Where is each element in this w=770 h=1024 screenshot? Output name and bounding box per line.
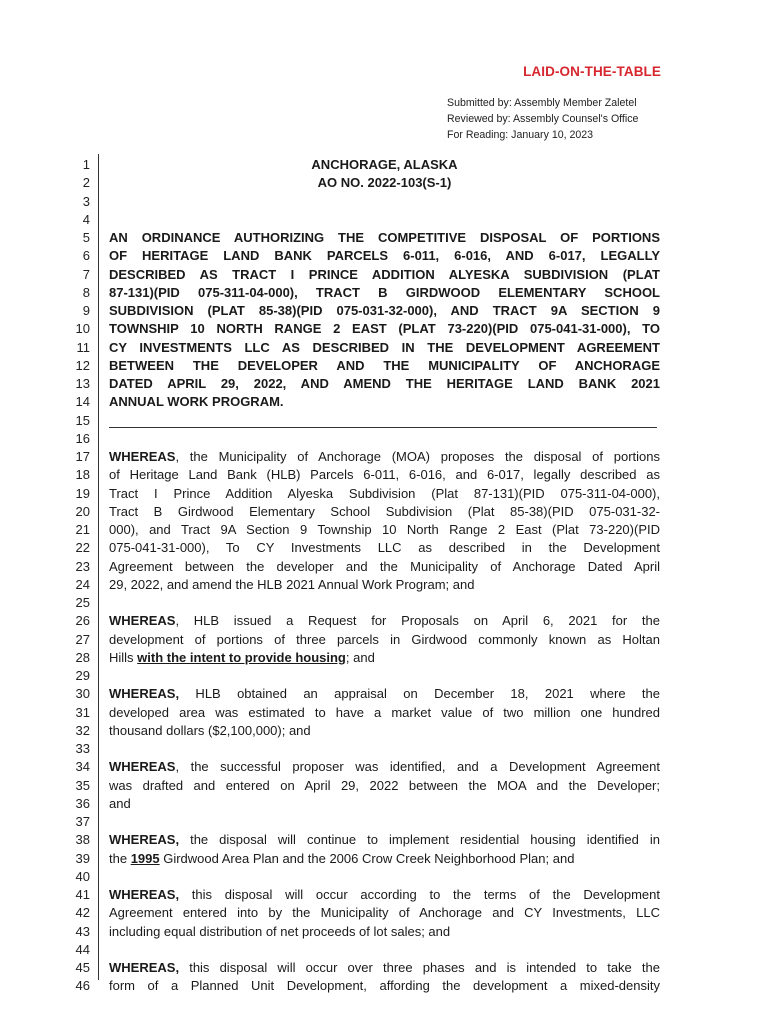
ordinance-title-line: AN ORDINANCE AUTHORIZING THE COMPETITIVE DISPOSAL OF PORTIONS	[109, 230, 660, 245]
line-number: 37	[75, 814, 90, 829]
line-number: 38	[75, 832, 90, 848]
document-title-city: ANCHORAGE, ALASKA	[311, 157, 458, 172]
line-number: 19	[75, 485, 90, 501]
line-number: 24	[75, 576, 90, 592]
ordinance-title-line: 87-131)(PID 075-311-04-000), TRACT B GIRDWOOD ELEMENTARY SCHOOL	[109, 284, 660, 300]
whereas-label: WHEREAS,	[109, 686, 180, 702]
line-number: 27	[75, 631, 90, 647]
for-reading: For Reading: January 10, 2023	[447, 129, 594, 142]
whereas-label: WHEREAS,	[109, 832, 180, 848]
whereas-label: WHEREAS	[109, 449, 176, 464]
line-number: 42	[75, 905, 90, 921]
whereas-label: WHEREAS,	[109, 960, 180, 975]
line-number: 11	[76, 339, 90, 355]
line-number: 35	[75, 777, 90, 793]
inserted-text: with the intent to provide housing	[137, 649, 346, 665]
ordinance-title-line: CY INVESTMENTS LLC AS DESCRIBED IN THE DEVELOPMENT AGREEMENT	[109, 339, 660, 355]
line-number: 22	[75, 540, 90, 556]
ordinance-title-line: ANNUAL WORK PROGRAM.	[109, 394, 284, 410]
line-number: 8	[82, 284, 90, 300]
line-number: 40	[75, 868, 90, 884]
line-number: 41	[75, 887, 90, 902]
line-number: 33	[75, 741, 90, 756]
line-number: 44	[75, 941, 90, 957]
whereas-label: WHEREAS	[109, 613, 176, 629]
line-number: 23	[75, 558, 90, 574]
line-number: 20	[75, 503, 90, 519]
whereas-label: WHEREAS	[109, 759, 176, 775]
whereas-clause-3: WHEREAS, HLB obtained an appraisal on December 18, 2021 where the developed area was estimated to have a market value of two million one hundred thousand dollars ($2,100,000); and	[109, 686, 660, 738]
line-number: 18	[75, 467, 90, 483]
ordinance-title-line: SUBDIVISION (PLAT 85-38)(PID 075-031-32-000), AND TRACT 9A SECTION 9	[109, 303, 660, 318]
line-number: 43	[75, 923, 90, 939]
line-number: 7	[82, 266, 90, 282]
line-number: 46	[75, 978, 90, 994]
line-number: 12	[75, 357, 90, 373]
line-number: 30	[75, 686, 90, 702]
line-number: 1	[82, 157, 90, 172]
inserted-text: 1995	[130, 850, 160, 866]
line-number: 28	[75, 649, 90, 665]
line-number: 39	[75, 850, 90, 866]
line-number: 45	[75, 960, 90, 975]
line-number: 32	[75, 722, 90, 738]
line-number: 15	[75, 412, 90, 428]
line-number: 25	[75, 595, 90, 610]
line-number: 4	[82, 211, 90, 227]
ordinance-title-line: DATED APRIL 29, 2022, AND AMEND THE HERITAGE LAND BANK 2021	[109, 376, 660, 391]
ordinance-body	[109, 156, 660, 996]
line-number: 5	[82, 230, 90, 245]
title-divider	[109, 412, 660, 430]
line-number: 6	[82, 248, 90, 264]
document-title-ordinance-number: AO NO. 2022-103(S-1)	[317, 175, 452, 191]
line-number: 10	[75, 321, 90, 337]
line-number: 34	[75, 759, 90, 775]
ordinance-title-line: OF HERITAGE LAND BANK PARCELS 6-011, 6-016, AND 6-017, LEGALLY	[109, 248, 660, 264]
whereas-clause-1: WHEREAS, the Municipality of Anchorage (MOA) proposes the disposal of portions of Heritage Land Bank (HLB) Parcels 6-011, 6-016, and 6-017, legally described as Tract I Prince Addition Alyeska Subdivision (Plat 87-131)(PID 075-311-04-000), Tract B Girdwood Elementary School Subdivision (Plat 85-38)(PID 075-031-32- 000), and Tract 9A Section 9 Township 10 North Range 2 East (Plat 73-220)(PID 075-041-31-000), To CY Investments LLC as described in the Development Agreement between the developer and the Municipality of Anchorage Dated April 29, 2022, and amend the HLB 2021 Annual Work Program; and	[109, 449, 660, 592]
line-number-divider	[98, 154, 99, 980]
line-number: 29	[75, 668, 90, 683]
submitted-by: Submitted by: Assembly Member Zaletel	[447, 97, 637, 109]
line-number: 17	[75, 449, 90, 464]
whereas-clause-7: WHEREAS, this disposal will occur over three phases and is intended to take the form of a Planned Unit Development, affording the development a mixed-density	[109, 960, 660, 994]
line-numbers	[50, 156, 90, 996]
line-number: 36	[75, 795, 90, 811]
line-number: 13	[75, 376, 90, 391]
ordinance-title	[109, 229, 660, 412]
line-number: 16	[75, 430, 90, 446]
whereas-clause-5: WHEREAS, the disposal will continue to implement residential housing identified in the 1995 Girdwood Area Plan and the 2006 Crow Creek Neighborhood Plan; and	[109, 832, 660, 866]
line-number: 31	[75, 704, 90, 720]
line-number: 26	[75, 613, 90, 629]
whereas-clause-6: WHEREAS, this disposal will occur according to the terms of the Development Agreement entered into by the Municipality of Anchorage and CY Investments, LLC including equal distribution of net proceeds of lot sales; and	[109, 887, 660, 939]
line-number: 3	[82, 193, 90, 209]
ordinance-title-line: DESCRIBED AS TRACT I PRINCE ADDITION ALYESKA SUBDIVISION (PLAT	[109, 266, 660, 282]
whereas-clause-2: WHEREAS, HLB issued a Request for Proposals on April 6, 2021 for the development of portions of three parcels in Girdwood commonly known as Holtan Hills with the intent to provide housing; and	[109, 613, 660, 665]
line-number: 2	[82, 175, 90, 191]
ordinance-title-line: TOWNSHIP 10 NORTH RANGE 2 EAST (PLAT 73-220)(PID 075-041-31-000), TO	[109, 321, 660, 337]
line-number: 21	[75, 522, 90, 537]
line-number: 9	[82, 303, 90, 318]
ordinance-title-line: BETWEEN THE DEVELOPER AND THE MUNICIPALITY OF ANCHORAGE	[109, 357, 660, 373]
reviewed-by: Reviewed by: Assembly Counsel's Office	[447, 113, 639, 126]
line-number: 14	[75, 394, 90, 410]
whereas-clause-4: WHEREAS, the successful proposer was identified, and a Development Agreement was drafted and entered on April 29, 2022 between the MOA and the Developer; and	[109, 759, 660, 811]
laid-on-the-table-stamp: LAID-ON-THE-TABLE	[523, 64, 661, 79]
whereas-label: WHEREAS,	[109, 887, 180, 902]
submission-info	[447, 95, 638, 144]
